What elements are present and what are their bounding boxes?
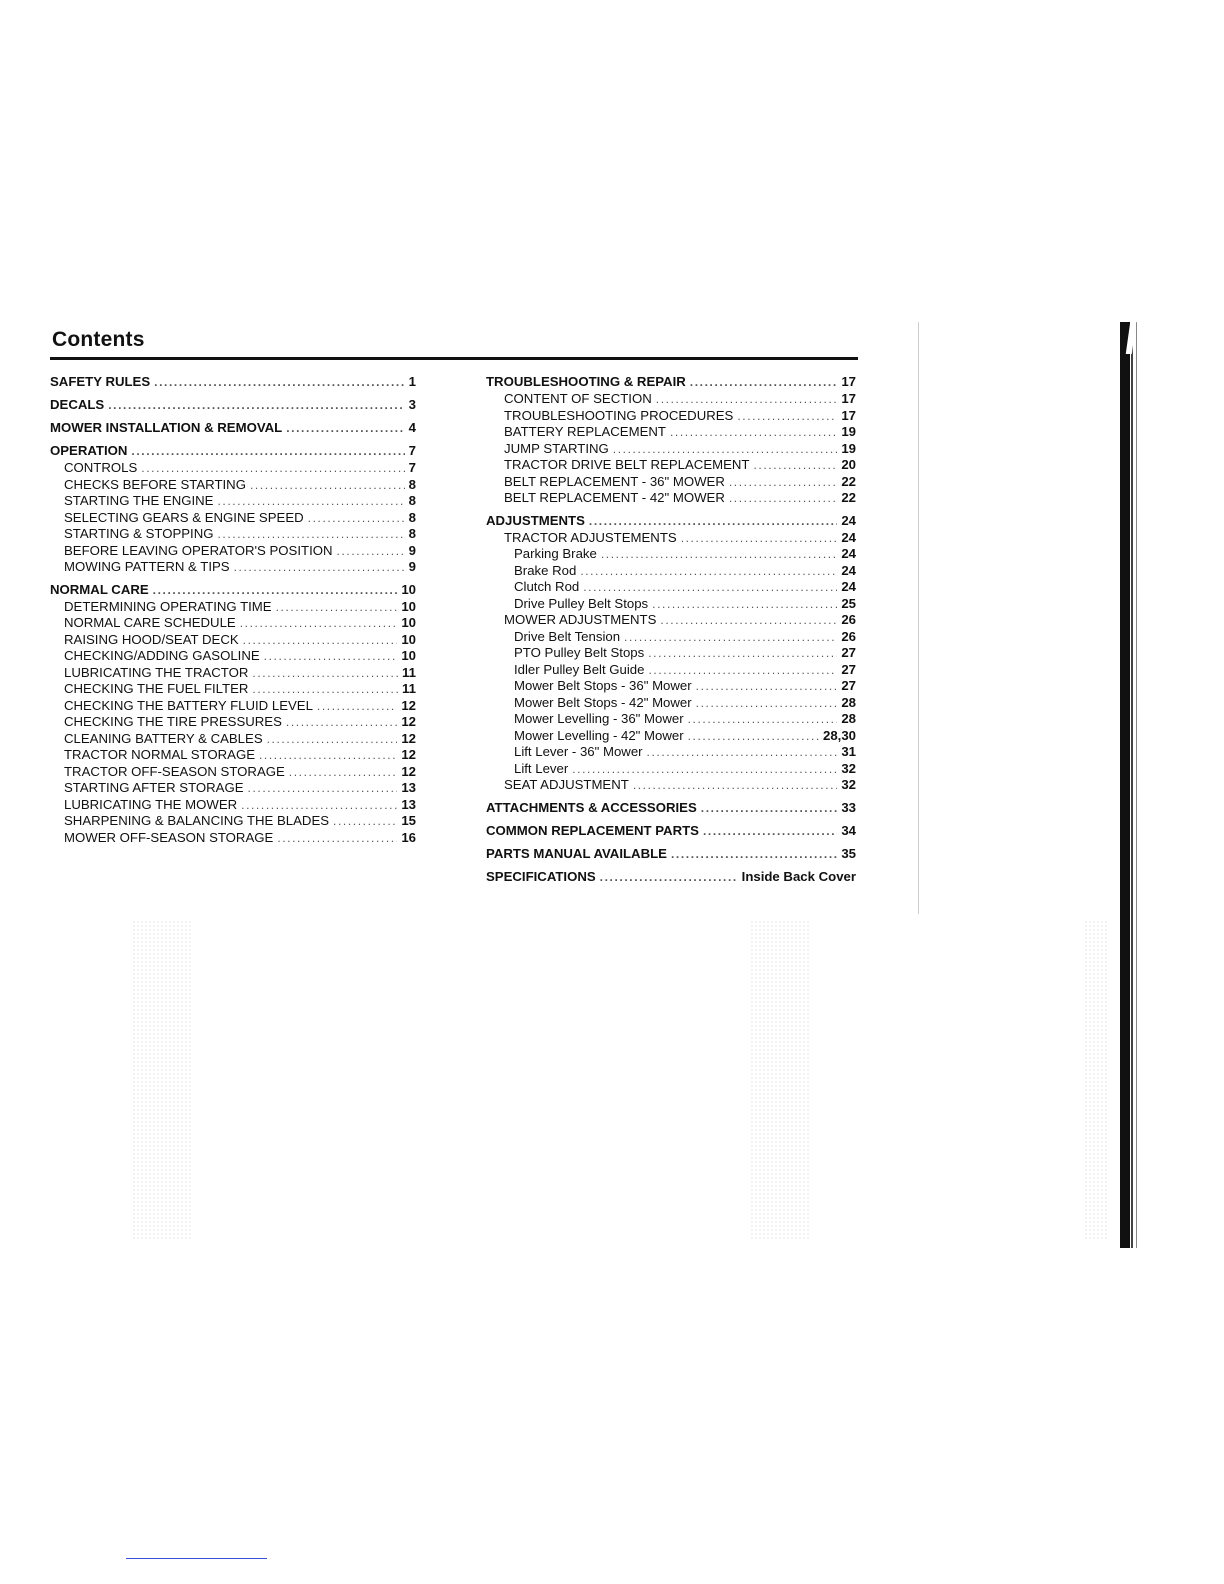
toc-leader-dots [337,543,405,560]
toc-leader-dots [264,648,398,665]
toc-entry-label: TRACTOR DRIVE BELT REPLACEMENT [504,457,750,472]
toc-entry[interactable] [50,681,416,698]
toc-page-number: 8 [408,476,416,492]
toc-entry[interactable] [50,632,416,649]
toc-page-number: 13 [401,796,416,812]
toc-entry-label: Lift Lever [514,760,569,776]
toc-page-number: 32 [841,760,856,776]
toc-entry[interactable] [486,474,856,491]
toc-page-number: 28,30 [822,727,856,743]
toc-section[interactable] [50,397,416,414]
toc-section[interactable] [50,374,416,391]
toc-entry-label: SPECIFICATIONS [486,868,596,884]
toc-page-number: 24 [841,562,856,578]
toc-leader-dots [696,695,838,712]
toc-page-number: 27 [841,645,856,660]
toc-leader-dots [729,490,837,507]
toc-leader-dots [141,460,404,477]
toc-entry[interactable] [486,391,856,408]
toc-leader-dots [286,714,397,731]
toc-entry-label: ATTACHMENTS & ACCESSORIES [486,799,697,815]
toc-leader-dots [648,662,837,679]
page-divider [918,322,919,914]
toc-entry-label: CHECKING THE BATTERY FLUID LEVEL [64,697,313,713]
toc-entry-label: LUBRICATING THE MOWER [64,796,238,812]
toc-page-number: 24 [841,546,856,561]
toc-entry-label: Idler Pulley Belt Guide [514,661,645,677]
toc-entry[interactable] [50,648,416,665]
toc-entry[interactable] [486,645,856,662]
toc-leader-dots [243,632,398,649]
toc-leader-dots [580,563,837,580]
toc-leader-dots [240,615,398,632]
toc-entry-label: MOWER INSTALLATION & REMOVAL [50,420,283,435]
toc-section[interactable] [486,374,856,391]
toc-entry-label: Lift Lever - 36" Mower [514,744,643,759]
toc-leader-dots [688,711,838,728]
toc-page-number: 19 [841,440,856,456]
toc-page-number: 9 [408,542,416,558]
toc-entry-label: SELECTING GEARS & ENGINE SPEED [64,509,304,525]
toc-page-number: 15 [401,813,416,828]
toc-leader-dots [648,645,837,662]
toc-page-number: 13 [401,780,416,795]
toc-leader-dots [286,420,404,437]
toc-leader-dots [277,830,397,847]
toc-entry-label: TRACTOR OFF-SEASON STORAGE [64,763,285,779]
toc-page-number: 12 [401,763,416,779]
toc-page-number: 10 [401,631,416,647]
toc-page-number: 8 [408,493,416,508]
toc-section[interactable] [486,513,856,530]
toc-entry[interactable] [486,457,856,474]
toc-entry-label: BEFORE LEAVING OPERATOR'S POSITION [64,542,333,558]
toc-page-number: 11 [402,681,416,696]
toc-leader-dots [701,800,838,817]
toc-leader-dots [234,559,405,576]
toc-section[interactable] [486,869,856,886]
toc-entry-label: ADJUSTMENTS [486,512,585,528]
toc-page-number: 22 [841,473,856,489]
toc-entry[interactable] [50,665,416,682]
binding-edge-line [1131,322,1133,1248]
toc-leader-dots [308,510,405,527]
toc-page-number: 8 [408,526,416,541]
toc-leader-dots [248,780,398,797]
toc-entry-label: DECALS [50,397,105,412]
toc-entry-label: PARTS MANUAL AVAILABLE [486,845,667,861]
toc-entry-label: STARTING AFTER STORAGE [64,780,244,795]
toc-leader-dots [259,747,397,764]
scan-speckle [132,920,192,1240]
toc-page-number: 1 [408,374,416,389]
toc-page-number: 32 [841,777,856,792]
toc-leader-dots [670,424,837,441]
toc-page-number: 10 [401,598,416,614]
toc-section[interactable] [50,443,416,460]
toc-entry[interactable] [50,493,416,510]
toc-leader-dots [241,797,397,814]
toc-entry-label: COMMON REPLACEMENT PARTS [486,822,699,838]
toc-page-number: 27 [841,678,856,693]
toc-leader-dots [108,397,404,414]
toc-entry[interactable] [50,780,416,797]
toc-section[interactable] [486,823,856,840]
toc-page-number: 12 [401,730,416,746]
toc-entry[interactable] [50,543,416,560]
toc-entry-label: STARTING THE ENGINE [64,493,214,508]
toc-page-number: 24 [841,529,856,545]
toc-entry[interactable] [486,441,856,458]
toc-page-number: 8 [408,509,416,525]
toc-entry[interactable] [50,615,416,632]
toc-leader-dots [583,579,837,596]
toc-entry-label: OPERATION [50,443,128,458]
toc-page-number: 28 [841,694,856,710]
toc-leader-dots [600,869,738,886]
toc-leader-dots [289,764,398,781]
toc-entry[interactable] [486,744,856,761]
toc-entry[interactable] [50,830,416,847]
title-rule [50,357,858,360]
toc-leader-dots [267,731,398,748]
toc-page-number: 27 [841,661,856,677]
toc-page-number: 17 [841,374,856,389]
toc-page-number: 10 [401,581,416,597]
toc-entry-label: CHECKS BEFORE STARTING [64,476,246,492]
toc-page-number: 26 [841,612,856,627]
toc-entry[interactable] [50,460,416,477]
toc-leader-dots [250,477,405,494]
toc-entry-label: JUMP STARTING [504,440,609,456]
toc-entry[interactable] [50,698,416,715]
toc-leader-dots [696,678,838,695]
toc-page-number: 11 [402,664,416,680]
toc-entry[interactable] [50,764,416,781]
toc-entry-label: BATTERY REPLACEMENT [504,424,666,439]
toc-entry-label: STARTING & STOPPING [64,526,214,541]
toc-leader-dots [154,374,405,391]
toc-leader-dots [703,823,837,840]
toc-leader-dots [252,665,398,682]
toc-page-number: 9 [408,559,416,574]
binding-edge-line-thin [1136,322,1137,1248]
toc-entry[interactable] [50,813,416,830]
toc-page-number: 19 [841,424,856,439]
toc-page-number: 26 [841,628,856,644]
toc-entry[interactable] [486,695,856,712]
scan-speckle [1084,920,1108,1240]
toc-entry-label: TROUBLESHOOTING PROCEDURES [504,407,734,423]
toc-page-number: 34 [841,822,856,838]
toc-page-number: 22 [841,490,856,505]
toc-page-number: 12 [401,714,416,729]
toc-entry-label: CLEANING BATTERY & CABLES [64,730,263,746]
toc-leader-dots [153,582,398,599]
toc-entry[interactable] [486,596,856,613]
toc-section[interactable] [486,846,856,863]
toc-leader-dots [572,761,837,778]
toc-entry-label: SHARPENING & BALANCING THE BLADES [64,813,330,828]
toc-leader-dots [633,777,838,794]
toc-entry-label: NORMAL CARE SCHEDULE [64,615,236,630]
toc-entry[interactable] [486,530,856,547]
toc-entry-label: Mower Belt Stops - 36" Mower [514,678,692,693]
toc-leader-dots [624,629,837,646]
toc-page-number: 10 [401,648,416,663]
toc-page-number: 17 [841,391,856,406]
toc-entry-label: Parking Brake [514,546,597,561]
toc-entry-label: SAFETY RULES [50,374,151,389]
toc-entry[interactable] [486,629,856,646]
binding-edge [1120,322,1130,1248]
toc-leader-dots [217,493,404,510]
toc-leader-dots [276,599,398,616]
scan-speckle [750,920,810,1240]
toc-page-number: 28 [841,711,856,726]
toc-leader-dots [647,744,838,761]
toc-entry-label: CHECKING/ADDING GASOLINE [64,648,260,663]
toc-entry-label: LUBRICATING THE TRACTOR [64,664,249,680]
toc-leader-dots [660,612,837,629]
toc-entry-label: NORMAL CARE [50,581,149,597]
toc-entry[interactable] [486,761,856,778]
toc-page-number: 4 [408,420,416,435]
toc-entry-label: Brake Rod [514,562,577,578]
toc-leader-dots [589,513,837,530]
toc-entry-label: Mower Levelling - 42" Mower [514,727,684,743]
toc-entry-label: SEAT ADJUSTMENT [504,777,629,792]
toc-page-number: 20 [841,457,856,472]
toc-leader-dots [601,546,838,563]
toc-entry-label: Drive Belt Tension [514,628,621,644]
toc-page-number: 17 [841,407,856,423]
toc-entry[interactable] [486,728,856,745]
toc-page-number: Inside Back Cover [741,868,856,884]
toc-section[interactable] [50,420,416,437]
toc-left-column [50,374,416,846]
toc-entry[interactable] [50,731,416,748]
toc-entry[interactable] [50,747,416,764]
toc-entry[interactable] [50,510,416,527]
toc-leader-dots [737,408,837,425]
toc-page-number: 7 [408,460,416,475]
toc-page-number: 24 [841,579,856,594]
toc-entry[interactable] [486,662,856,679]
toc-leader-dots [131,443,404,460]
toc-entry-label: CHECKING THE TIRE PRESSURES [64,714,282,729]
toc-entry-label: CONTENT OF SECTION [504,391,652,406]
toc-page-number: 24 [841,512,856,528]
toc-entry-label: Drive Pulley Belt Stops [514,595,649,611]
toc-page-number: 35 [841,845,856,861]
toc-entry-label: RAISING HOOD/SEAT DECK [64,631,239,647]
toc-page-number: 10 [401,615,416,630]
toc-entry-label: PTO Pulley Belt Stops [514,645,645,660]
toc-leader-dots [252,681,398,698]
toc-entry-label: Mower Levelling - 36" Mower [514,711,684,726]
toc-entry[interactable] [486,490,856,507]
toc-entry[interactable] [486,777,856,794]
toc-entry[interactable] [486,711,856,728]
toc-leader-dots [671,846,837,863]
toc-entry[interactable] [50,526,416,543]
toc-section[interactable] [50,582,416,599]
toc-leader-dots [681,530,838,547]
toc-entry[interactable] [486,546,856,563]
toc-entry-label: BELT REPLACEMENT - 36" MOWER [504,473,725,489]
toc-entry-label: BELT REPLACEMENT - 42" MOWER [504,490,725,505]
footer-link-underline[interactable] [126,1558,267,1559]
toc-page-number: 3 [408,397,416,412]
toc-entry[interactable] [50,477,416,494]
toc-entry-label: MOWER OFF-SEASON STORAGE [64,829,274,845]
toc-leader-dots [690,374,838,391]
toc-section[interactable] [486,800,856,817]
toc-entry[interactable] [486,678,856,695]
toc-entry-label: CONTROLS [64,460,138,475]
toc-page-number: 31 [841,744,856,759]
toc-page-number: 25 [841,595,856,611]
toc-leader-dots [613,441,838,458]
toc-leader-dots [753,457,837,474]
toc-entry-label: MOWER ADJUSTMENTS [504,612,657,627]
toc-entry-label: CHECKING THE FUEL FILTER [64,681,249,696]
toc-entry-label: Mower Belt Stops - 42" Mower [514,694,692,710]
toc-entry[interactable] [486,612,856,629]
toc-page-number: 7 [408,443,416,458]
toc-entry[interactable] [50,797,416,814]
toc-entry-label: TROUBLESHOOTING & REPAIR [486,374,686,389]
toc-entry-label: Clutch Rod [514,579,580,594]
toc-entry[interactable] [50,559,416,576]
toc-entry-label: TRACTOR ADJUSTEMENTS [504,529,677,545]
toc-page-number: 16 [401,829,416,845]
toc-leader-dots [333,813,397,830]
toc-entry-label: DETERMINING OPERATING TIME [64,598,272,614]
toc-entry[interactable] [486,408,856,425]
toc-leader-dots [317,698,397,715]
toc-entry[interactable] [50,599,416,616]
toc-page-number: 33 [841,799,856,815]
toc-entry[interactable] [486,579,856,596]
toc-page-number: 12 [401,747,416,762]
toc-leader-dots [729,474,837,491]
toc-page-number: 12 [401,697,416,713]
toc-right-column [486,374,856,886]
toc-leader-dots [656,391,838,408]
toc-leader-dots [652,596,837,613]
toc-entry-label: MOWING PATTERN & TIPS [64,559,230,574]
toc-leader-dots [688,728,819,745]
toc-entry[interactable] [50,714,416,731]
toc-entry[interactable] [486,563,856,580]
toc-entry[interactable] [486,424,856,441]
toc-leader-dots [218,526,405,543]
toc-entry-label: TRACTOR NORMAL STORAGE [64,747,255,762]
contents-title: Contents [52,328,145,351]
